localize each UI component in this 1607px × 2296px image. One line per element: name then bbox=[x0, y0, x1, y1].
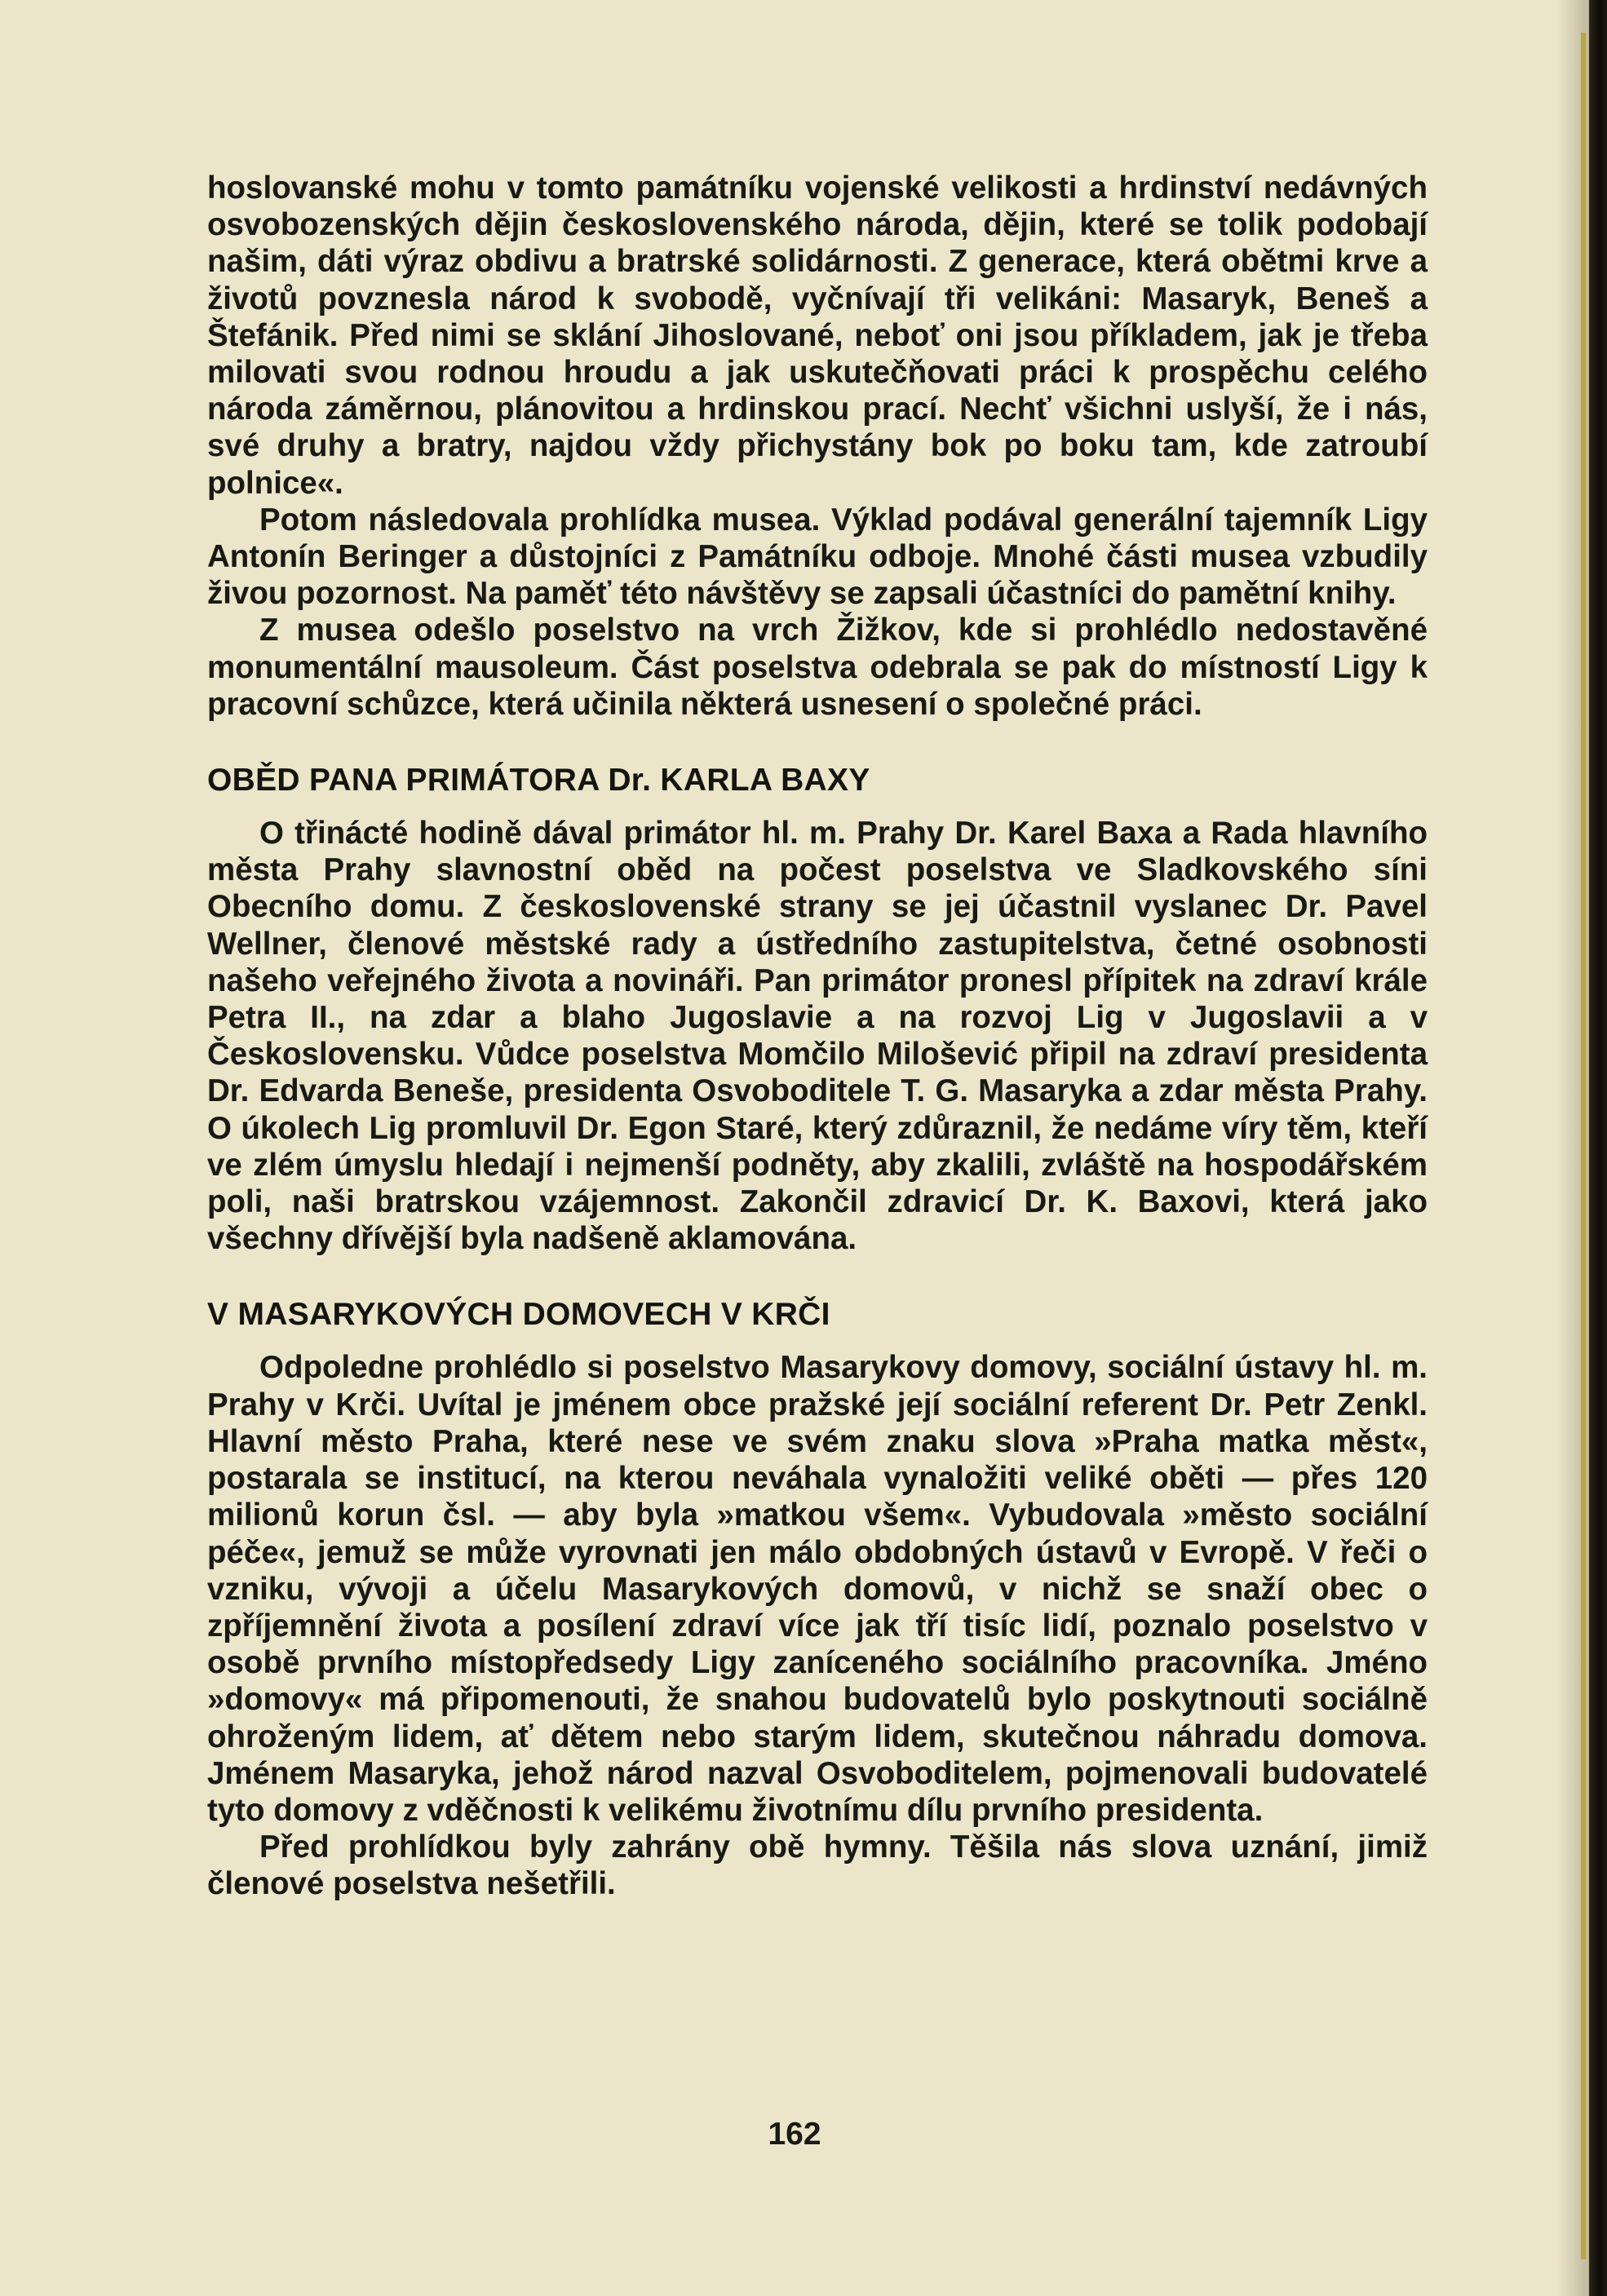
section-krc-paragraph-2: Před prohlídkou byly zahrány obě hymny. Těšila nás slova uznání, jimiž členové poselstva nešetřili. bbox=[207, 1829, 1428, 1902]
binding-rule bbox=[1581, 33, 1586, 2259]
book-spine bbox=[1589, 0, 1607, 2296]
intro-paragraph-2: Potom následovala prohlídka musea. Výklad podával generální tajemník Ligy Antonín Beringer a důstojníci z Památníku odboje. Mnohé části musea vzbudily živou pozornost. Na paměť této návštěvy se zapsali účastníci do pamětní knihy. bbox=[207, 502, 1428, 612]
section-heading-obed: OBĚD PANA PRIMÁTORA Dr. KARLA BAXY bbox=[207, 763, 870, 799]
section-heading-krc: V MASARYKOVÝCH DOMOVECH V KRČI bbox=[207, 1297, 830, 1333]
section-krc-paragraph-1: Odpoledne prohlédlo si poselstvo Masarykovy domovy, sociální ústavy hl. m. Prahy v Krči. Uvítal je jménem obce pražské její sociální referent Dr. Petr Zenkl. Hlavní město Praha, které nese ve svém znaku slova »Praha matka měst«, postarala se institucí, na kterou neváhala vynaložiti veliké oběti — přes 120 milionů korun čsl. — aby byla »matkou všem«. Vybudovala »město sociální péče«, jemuž se může vyrovnati jen málo obdobných ústavů v Evropě. V řeči o vzniku, vývoji a účelu Masarykových domovů, v nichž se snaží obec o zpříjemnění života a posílení zdraví více jak tří tisíc lidí, poznalo poselstvo v osobě prvního místopředsedy Ligy zaníceného sociálního pracovníka. Jméno »domovy« má připomenouti, že snahou budovatelů bylo poskytnouti sociálně ohroženým lidem, ať dětem nebo starým lidem, skutečnou náhradu domova. Jménem Masaryka, jehož národ nazval Osvoboditelem, pojmenovali budovatelé tyto domovy z vděčnosti k velikému životnímu dílu prvního presidenta. bbox=[207, 1350, 1428, 1828]
page-number: 162 bbox=[768, 2117, 821, 2152]
page-body bbox=[207, 170, 1428, 1903]
section-obed-paragraph-1: O třinácté hodině dával primátor hl. m. Prahy Dr. Karel Baxa a Rada hlavního města Prahy slavnostní oběd na počest poselstva ve Sladkovského síni Obecního domu. Z československé strany se jej účastnil vyslanec Dr. Pavel Wellner, členové městské rady a ústředního zastupitelstva, četné osobnosti našeho veřejného života a novináři. Pan primátor pronesl přípitek na zdraví krále Petra II., na zdar a blaho Jugoslavie a na rozvoj Lig v Jugoslavii a v Československu. Vůdce poselstva Momčilo Milošević připil na zdraví presidenta Dr. Edvarda Beneše, presidenta Osvoboditele T. G. Masaryka a zdar města Prahy. O úkolech Lig promluvil Dr. Egon Staré, který zdůraznil, že nedáme víry těm, kteří ve zlém úmyslu hledají i nejmenší podněty, aby zkalili, zvláště na hospodářském poli, naši bratrskou vzájemnost. Zakončil zdravicí Dr. K. Baxovi, která jako všechny dřívější byla nadšeně aklamována. bbox=[207, 816, 1428, 1257]
intro-paragraph-3: Z musea odešlo poselstvo na vrch Žižkov, kde si prohlédlo nedostavěné monumentální mausoleum. Část poselstva odebrala se pak do místností Ligy k pracovní schůzce, která učinila některá usnesení o společné práci. bbox=[207, 613, 1428, 722]
intro-paragraph-1: hoslovanské mohu v tomto památníku vojenské velikosti a hrdinství nedávných osvobozenských dějin československého národa, dějin, které se tolik podobají našim, dáti výraz obdivu a bratrské solidárnosti. Z generace, která obětmi krve a životů povznesla národ k svobodě, vyčnívají tři velikáni: Masaryk, Beneš a Štefánik. Před nimi se sklání Jihoslované, neboť oni jsou příkladem, jak je třeba milovati svou rodnou hroudu a jak uskutečňovati práci k prospěchu celého národa záměrnou, plánovitou a hrdinskou prací. Nechť všichni uslyší, že i nás, své druhy a bratry, najdou vždy přichystány bok po boku tam, kde zatroubí polnice«. bbox=[207, 170, 1428, 501]
